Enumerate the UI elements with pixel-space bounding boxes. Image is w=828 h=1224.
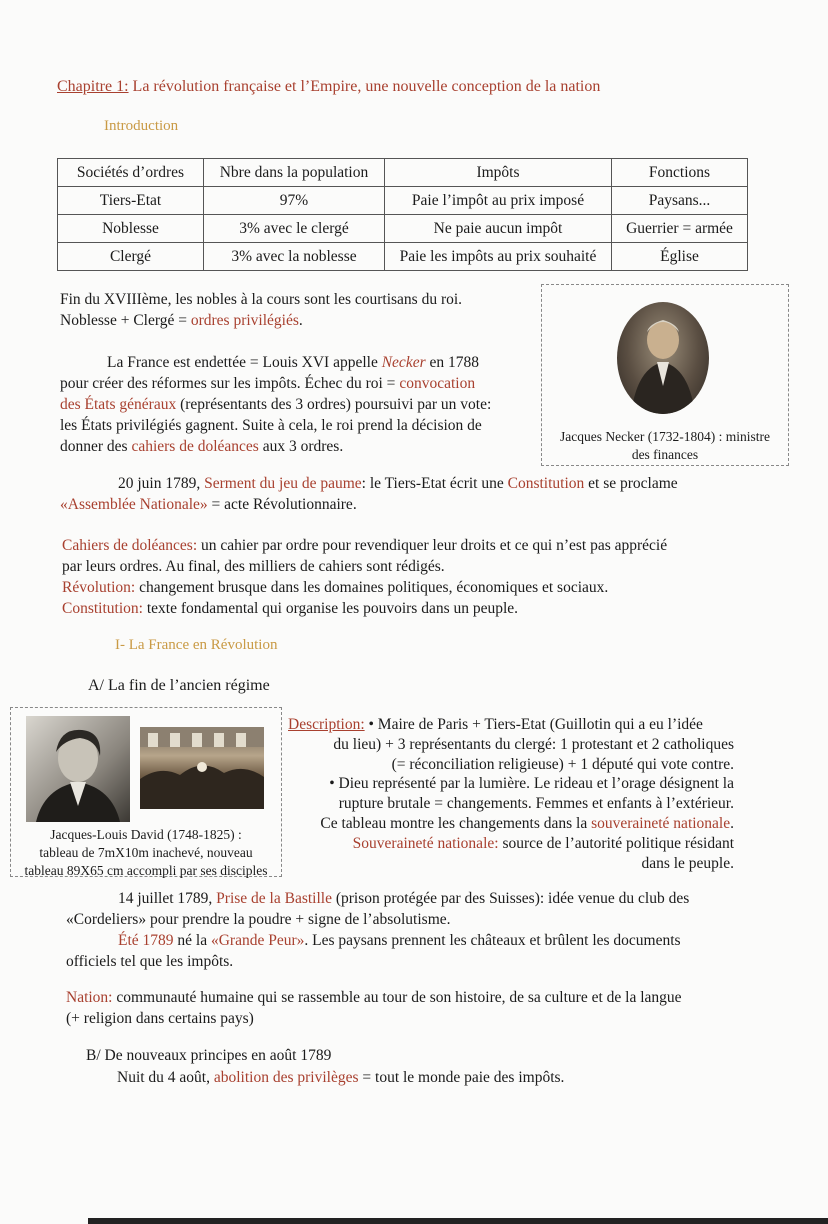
chapter-title: La révolution française et l’Empire, une nouvelle conception de la nation bbox=[128, 78, 601, 95]
portrait-illustration bbox=[26, 716, 130, 822]
text-line: Description: • Maire de Paris + Tiers-Etat (Guillotin qui a eu l’idée bbox=[288, 716, 703, 733]
term-cahiers: cahiers de doléances bbox=[131, 438, 259, 455]
table-cell: 3% avec le clergé bbox=[204, 215, 385, 243]
table-row bbox=[58, 243, 748, 271]
chapter-heading bbox=[57, 78, 600, 96]
paragraph-necker bbox=[60, 352, 530, 457]
table-cell: Tiers-Etat bbox=[58, 187, 204, 215]
table-cell: Paie l’impôt au prix imposé bbox=[385, 187, 612, 215]
definition-revolution: Révolution: changement brusque dans les domaines politiques, économiques et sociaux. bbox=[62, 579, 609, 596]
text-line: (= réconciliation religieuse) + 1 député qui vote contre. bbox=[391, 755, 734, 773]
table-cell: Église bbox=[612, 243, 748, 271]
text-line: officiels tel que les impôts. bbox=[66, 953, 234, 970]
paragraph-4-aout: Nuit du 4 août, abolition des privilèges = tout le monde paie des impôts. bbox=[117, 1069, 565, 1086]
term-constitution: Constitution bbox=[507, 475, 585, 492]
painting-illustration bbox=[140, 727, 264, 809]
text-line: pour créer des réformes sur les impôts. Échec du roi = convocation bbox=[60, 375, 476, 392]
term-souverainete: souveraineté nationale bbox=[591, 814, 731, 832]
introduction-title: Introduction bbox=[104, 118, 179, 134]
term-serment: Serment du jeu de paume bbox=[204, 475, 362, 492]
table-cell: Paie les impôts au prix souhaité bbox=[385, 243, 612, 271]
david-caption: Jacques-Louis David (1748-1825) : tableau de 7mX10m inachevé, nouveau tableau 89X65 cm accompli par ses disciples bbox=[24, 827, 268, 878]
text-line: Été 1789 né la «Grande Peur». Les paysans prennent les châteaux et brûlent les documents bbox=[118, 932, 681, 949]
text-line: Fin du XVIIIème, les nobles à la cours sont les courtisans du roi. bbox=[60, 291, 463, 308]
table-row bbox=[58, 215, 748, 243]
table-row bbox=[58, 187, 748, 215]
term-necker: Necker bbox=[381, 354, 426, 371]
paragraph-jeu-de-paume bbox=[60, 473, 678, 515]
orders-table bbox=[57, 158, 748, 271]
necker-caption: Jacques Necker (1732-1804) : ministre des finances bbox=[560, 429, 770, 462]
table-cell: Clergé bbox=[58, 243, 204, 271]
table-cell: Noblesse bbox=[58, 215, 204, 243]
paragraph-bastille bbox=[66, 888, 689, 972]
text-line: Noblesse + Clergé = ordres privilégiés. bbox=[60, 312, 303, 329]
jeu-de-paume-painting bbox=[140, 727, 264, 809]
term-souverainete-def: Souveraineté nationale: bbox=[352, 834, 499, 852]
term-etats-generaux: des États généraux bbox=[60, 396, 177, 413]
term-grande-peur: «Grande Peur» bbox=[210, 932, 305, 949]
text-line: Ce tableau montre les changements dans la souveraineté nationale. bbox=[320, 814, 734, 832]
definition-constitution: Constitution: texte fondamental qui organise les pouvoirs dans un peuple. bbox=[62, 600, 519, 617]
text-line: «Cordeliers» pour prendre la poudre + signe de l’absolutisme. bbox=[66, 911, 451, 928]
table-cell: 97% bbox=[204, 187, 385, 215]
table-cell: Ne paie aucun impôt bbox=[385, 215, 612, 243]
term-bastille: Prise de la Bastille bbox=[216, 890, 332, 907]
necker-portrait bbox=[617, 302, 709, 414]
definitions bbox=[62, 535, 667, 619]
text-line: par leurs ordres. Au final, des milliers de cahiers sont rédigés. bbox=[62, 558, 445, 575]
table-cell: 3% avec la noblesse bbox=[204, 243, 385, 271]
section-title: I- La France en Révolution bbox=[115, 637, 278, 653]
definition-nation bbox=[66, 987, 682, 1029]
chapter-number: Chapitre 1: bbox=[57, 78, 129, 95]
text-line: les États privilégiés gagnent. Suite à cela, le roi prend la décision de bbox=[60, 417, 482, 434]
subsection-b-title: B/ De nouveaux principes en août 1789 bbox=[86, 1047, 332, 1064]
definition-cahiers: Cahiers de doléances: un cahier par ordre pour revendiquer leur droits et ce qui n’est pas apprécié bbox=[62, 537, 668, 554]
term-abolition: abolition des privilèges bbox=[213, 1069, 359, 1086]
text-line: Nation: communauté humaine qui se rassemble au tour de son histoire, de sa culture et de la langue bbox=[66, 989, 682, 1006]
table-header-cell: Impôts bbox=[385, 159, 612, 187]
term-ordres-privilegies: ordres privilégiés bbox=[190, 312, 299, 329]
text-line: 20 juin 1789, Serment du jeu de paume: le Tiers-Etat écrit une Constitution et se proclame bbox=[118, 475, 678, 492]
painting-description bbox=[288, 715, 734, 873]
table-header-row bbox=[58, 159, 748, 187]
paragraph-nobles bbox=[60, 289, 462, 331]
table-header-cell: Fonctions bbox=[612, 159, 748, 187]
table-header-cell: Sociétés d’ordres bbox=[58, 159, 204, 187]
david-portrait bbox=[26, 716, 130, 822]
table-cell: Guerrier = armée bbox=[612, 215, 748, 243]
text-line: La France est endettée = Louis XVI appelle Necker en 1788 bbox=[107, 354, 479, 371]
text-line: donner des cahiers de doléances aux 3 ordres. bbox=[60, 438, 344, 455]
portrait-illustration bbox=[617, 302, 709, 414]
term-convocation: convocation bbox=[399, 375, 476, 392]
table-cell: Paysans... bbox=[612, 187, 748, 215]
text-line: • Dieu représenté par la lumière. Le rideau et l’orage désignent la bbox=[329, 775, 734, 793]
text-line: Souveraineté nationale: source de l’autorité politique résidant bbox=[352, 834, 734, 852]
text-line: rupture brutale = changements. Femmes et enfants à l’extérieur. bbox=[338, 795, 734, 813]
description-label: Description: bbox=[288, 716, 365, 733]
page-edge-shadow bbox=[88, 1218, 828, 1224]
term-assemblee: «Assemblée Nationale» bbox=[60, 496, 208, 513]
text-line: «Assemblée Nationale» = acte Révolutionnaire. bbox=[60, 496, 357, 513]
subsection-a-title: A/ La fin de l’ancien régime bbox=[88, 677, 270, 694]
text-line: du lieu) + 3 représentants du clergé: 1 protestant et 2 catholiques bbox=[333, 735, 734, 753]
text-line: des États généraux (représentants des 3 ordres) poursuivi par un vote: bbox=[60, 396, 492, 413]
text-line: (+ religion dans certains pays) bbox=[66, 1010, 254, 1027]
table-header-cell: Nbre dans la population bbox=[204, 159, 385, 187]
text-line: 14 juillet 1789, Prise de la Bastille (prison protégée par des Suisses): idée venue du club des bbox=[118, 890, 690, 907]
text-line: dans le peuple. bbox=[641, 854, 734, 872]
